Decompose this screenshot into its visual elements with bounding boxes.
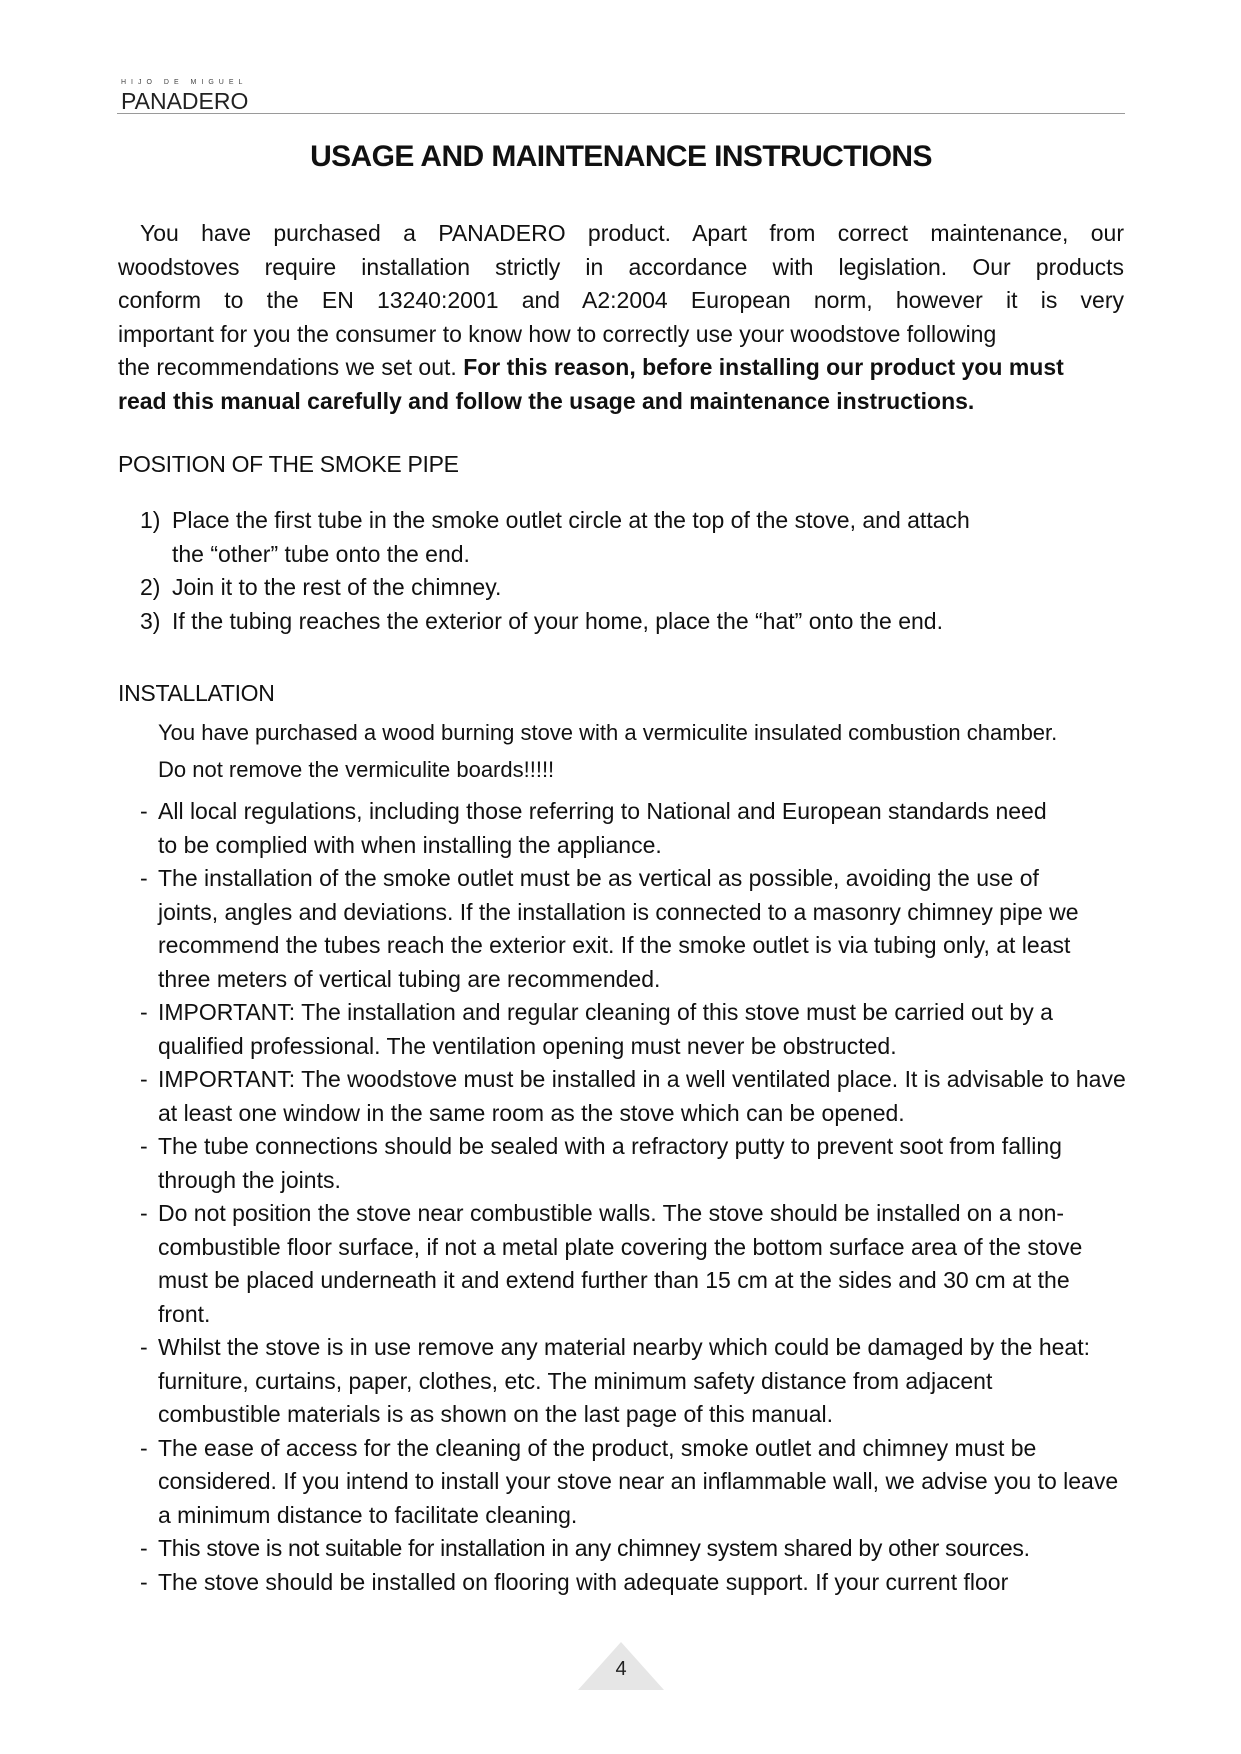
smoke-pipe-heading: POSITION OF THE SMOKE PIPE bbox=[118, 451, 459, 477]
list-item bbox=[140, 1331, 1130, 1432]
step-text: Place the first tube in the smoke outlet circle at the top of the stove, and attach the “other” tube onto the end. bbox=[172, 507, 970, 567]
dash-marker: - bbox=[140, 999, 148, 1025]
intro-paragraph bbox=[118, 217, 1124, 418]
requirement-text: Whilst the stove is in use remove any material nearby which could be damaged by the heat: furniture, curtains, paper, clothes, etc. The minimum safety distance from adjacent combustible materials is as shown on the last page of this manual. bbox=[158, 1334, 1090, 1427]
list-item bbox=[140, 1197, 1130, 1331]
list-item bbox=[140, 605, 1120, 639]
note-line: You have purchased a wood burning stove with a vermiculite insulated combustion chamber. bbox=[158, 720, 1058, 745]
page-number-badge bbox=[578, 1642, 664, 1690]
logo-wordmark: PANADERO bbox=[121, 88, 249, 114]
list-item bbox=[140, 1130, 1130, 1197]
requirement-text: The stove should be installed on flooring with adequate support. If your current floor bbox=[158, 1568, 1009, 1595]
dash-marker: - bbox=[140, 798, 148, 824]
intro-emphasis: read this manual carefully and follow the usage and maintenance instructions. bbox=[118, 387, 975, 414]
list-item bbox=[140, 571, 1120, 605]
step-number: 3) bbox=[140, 607, 161, 634]
list-item bbox=[140, 504, 1120, 571]
page-title: USAGE AND MAINTENANCE INSTRUCTIONS bbox=[310, 140, 932, 173]
dash-marker: - bbox=[140, 1535, 148, 1561]
intro-line bbox=[118, 351, 1124, 385]
requirement-text: IMPORTANT: The woodstove must be installed in a well ventilated place. It is advisable to have at least one window in the same room as the stove which can be opened. bbox=[158, 1066, 1126, 1126]
step-number: 2) bbox=[140, 574, 161, 600]
list-item bbox=[140, 862, 1130, 996]
list-item bbox=[140, 1566, 1130, 1600]
step-number: 1) bbox=[140, 507, 161, 533]
intro-line: woodstoves require installation strictly in accordance with legislation. Our products bbox=[118, 253, 1124, 280]
panadero-logo bbox=[121, 78, 261, 114]
smoke-pipe-steps bbox=[140, 504, 1120, 638]
note-line: Do not remove the vermiculite boards!!!!! bbox=[158, 757, 555, 782]
dash-marker: - bbox=[140, 1066, 148, 1092]
page-number: 4 bbox=[615, 1658, 627, 1680]
list-item bbox=[140, 1432, 1130, 1533]
requirement-text: The installation of the smoke outlet must be as vertical as possible, avoiding the use of joints, angles and deviations. If the installation is connected to a masonry chimney pipe we recommend the tubes reach the exterior exit. If the smoke outlet is via tubing only, at least three meters of vertical tubing are recommended. bbox=[158, 865, 1079, 992]
intro-line: important for you the consumer to know how to correctly use your woodstove following bbox=[118, 320, 997, 347]
dash-marker: - bbox=[140, 1133, 148, 1159]
requirement-text: Do not position the stove near combustible walls. The stove should be installed on a non-combustible floor surface, if not a metal plate covering the bottom surface area of the stove must be placed underneath it and extend further than 15 cm at the sides and 30 cm at the front. bbox=[158, 1200, 1083, 1327]
dash-marker: - bbox=[140, 865, 148, 891]
requirement-text: This stove is not suitable for installation in any chimney system shared by other sources. bbox=[158, 1535, 1030, 1561]
logo-tagline: HIJO DE MIGUEL bbox=[121, 79, 248, 86]
installation-note bbox=[158, 714, 1128, 788]
list-item bbox=[140, 996, 1130, 1063]
list-item bbox=[140, 1063, 1130, 1130]
list-item bbox=[140, 1532, 1130, 1566]
header-divider bbox=[117, 113, 1125, 114]
step-text: If the tubing reaches the exterior of your home, place the “hat” onto the end. bbox=[172, 607, 943, 634]
dash-marker: - bbox=[140, 1434, 148, 1461]
intro-line: You have purchased a PANADERO product. Apart from correct maintenance, our bbox=[140, 220, 1124, 246]
requirement-text: The tube connections should be sealed with a refractory putty to prevent soot from falling through the joints. bbox=[158, 1133, 1062, 1193]
installation-heading: INSTALLATION bbox=[118, 680, 275, 706]
step-text: Join it to the rest of the chimney. bbox=[172, 574, 502, 600]
dash-marker: - bbox=[140, 1568, 148, 1595]
requirement-text: The ease of access for the cleaning of the product, smoke outlet and chimney must be considered. If you intend to install your stove near an inflammable wall, we advise you to leave a minimum distance to facilitate cleaning. bbox=[158, 1434, 1119, 1528]
list-item bbox=[140, 795, 1130, 862]
requirement-text: IMPORTANT: The installation and regular cleaning of this stove must be carried out by a qualified professional. The ventilation opening must never be obstructed. bbox=[158, 999, 1053, 1059]
intro-text: the recommendations we set out. bbox=[118, 354, 464, 380]
intro-line bbox=[118, 385, 1124, 419]
intro-emphasis: For this reason, before installing our product you must bbox=[463, 354, 1064, 380]
dash-marker: - bbox=[140, 1200, 148, 1226]
requirement-text: All local regulations, including those referring to National and European standards need to be complied with when installing the appliance. bbox=[158, 798, 1047, 858]
dash-marker: - bbox=[140, 1334, 148, 1360]
intro-line: conform to the EN 13240:2001 and A2:2004 European norm, however it is very bbox=[118, 287, 1124, 313]
installation-requirements bbox=[140, 795, 1130, 1599]
